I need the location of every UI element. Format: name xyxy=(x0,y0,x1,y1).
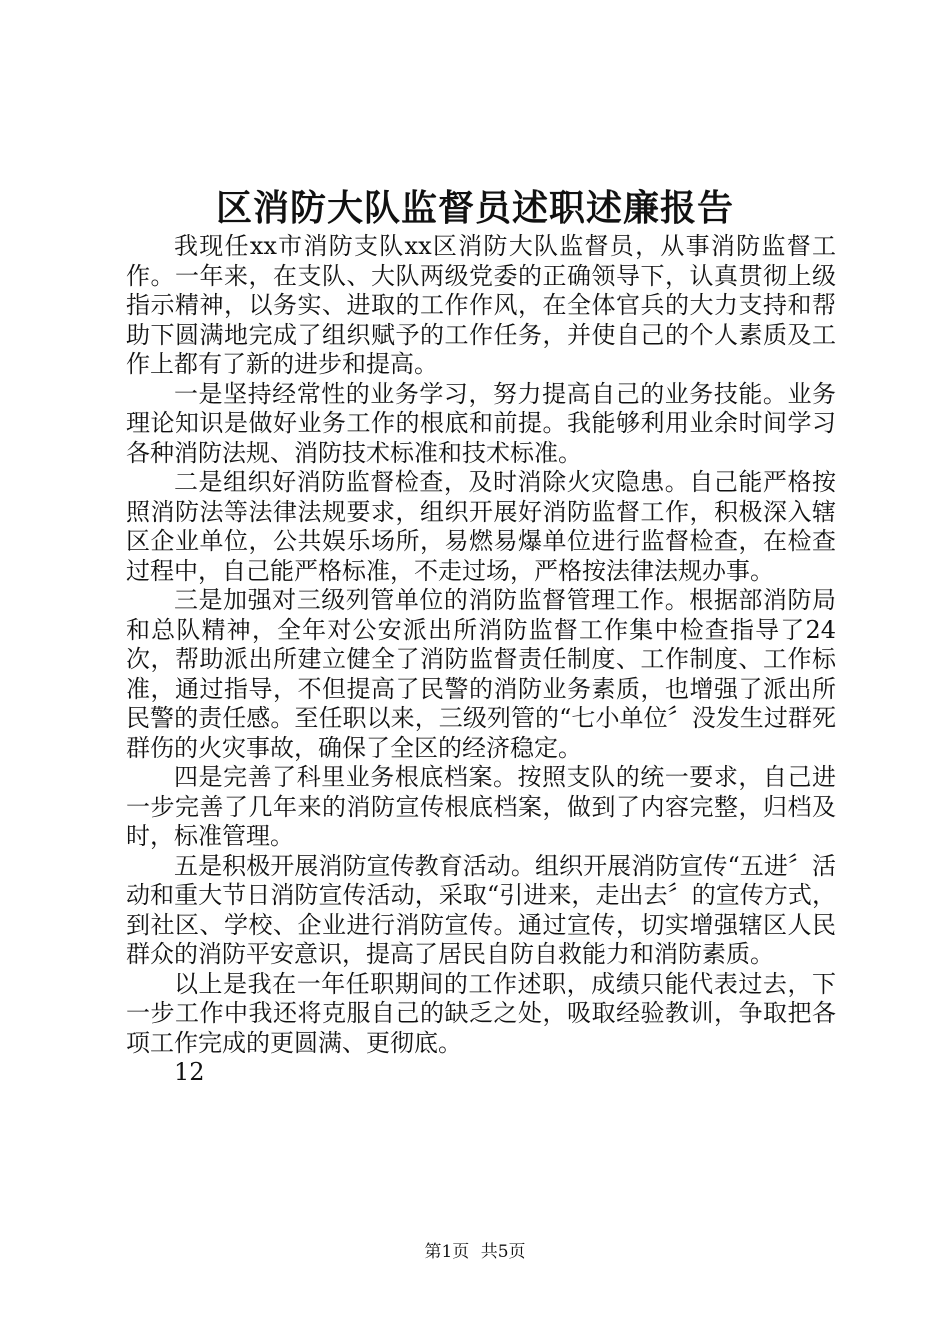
paragraph-item-5: 五是积极开展消防宣传教育活动。组织开展消防宣传“五进〞活动和重大节日消防宣传活动，采取“引进来，走出去〞的宣传方式，到社区、学校、企业进行消防宣传。通过宣传，切实增强辖区人民群众的消防平安意识，提高了居民自防自救能力和消防素质。 xyxy=(126,851,836,968)
paragraph-number: 12 xyxy=(174,1058,205,1086)
paragraph-item-2: 二是组织好消防监督检查，及时消除火灾隐患。自己能严格按照消防法等法律法规要求，组织开展好消防监督工作，积极深入辖区企业单位，公共娱乐场所，易燃易爆单位进行监督检查，在检查过程中，自己能严格标准，不走过场，严格按法律法规办事。 xyxy=(126,468,836,585)
page-total: 共5页 xyxy=(480,1242,526,1262)
page-number: 第1页 xyxy=(424,1242,470,1262)
paragraph-conclusion: 以上是我在一年任职期间的工作述职，成绩只能代表过去，下一步工作中我还将克服自己的缺乏之处，吸取经验教训，争取把各项工作完成的更圆满、更彻底。 xyxy=(126,969,836,1057)
document-body xyxy=(126,232,836,1088)
paragraph-item-3: 三是加强对三级列管单位的消防监督管理工作。根据部消防局和总队精神，全年对公安派出所消防监督工作集中检查指导了24次，帮助派出所建立健全了消防监督责任制度、工作制度、工作标准，通过指导，不但提高了民警的消防业务素质，也增强了派出所民警的责任感。至任职以来，三级列管的“七小单位〞没发生过群死群伤的火灾事故，确保了全区的经济稳定。 xyxy=(126,586,836,762)
document-title: 区消防大队监督员述职述廉报告 xyxy=(215,187,734,229)
page-footer xyxy=(0,1240,950,1264)
paragraph-intro: 我现任xx市消防支队xx区消防大队监督员，从事消防监督工作。一年来，在支队、大队两级党委的正确领导下，认真贯彻上级指示精神，以务实、进取的工作作风，在全体官兵的大力支持和帮助下圆满地完成了组织赋予的工作任务，并使自己的个人素质及工作上都有了新的进步和提高。 xyxy=(126,232,836,378)
paragraph-item-4: 四是完善了科里业务根底档案。按照支队的统一要求，自己进一步完善了几年来的消防宣传根底档案，做到了内容完整，归档及时，标准管理。 xyxy=(126,763,836,850)
paragraph-item-1: 一是坚持经常性的业务学习，努力提高自己的业务技能。业务理论知识是做好业务工作的根底和前提。我能够利用业余时间学习各种消防法规、消防技术标准和技术标准。 xyxy=(126,379,836,467)
